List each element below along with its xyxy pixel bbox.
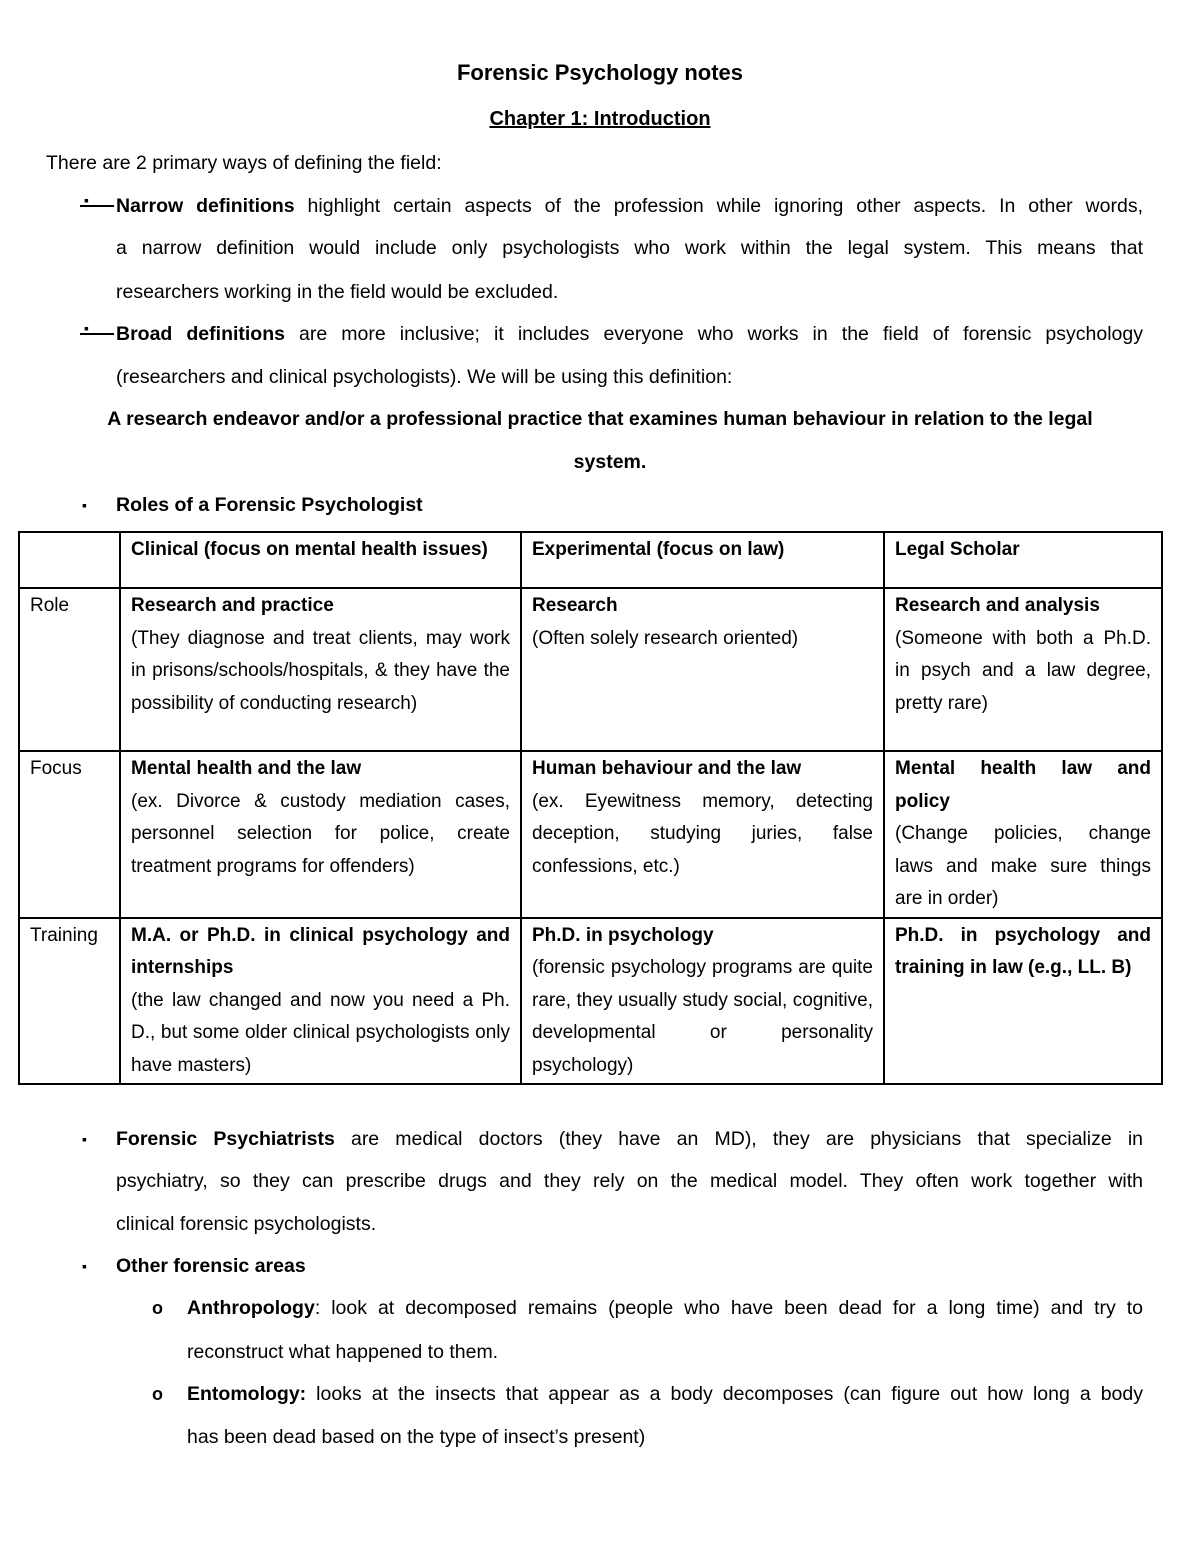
anthropology-line-1: Anthropology: look at decomposed remains (people who have been dead for a long time) and try to [187, 1297, 1143, 1319]
row-label-training: Training [19, 918, 120, 1085]
row-label-focus: Focus [19, 751, 120, 918]
intro-text: There are 2 primary ways of defining the field: [46, 152, 442, 174]
entomology-line-2: has been dead based on the type of insect’s present) [187, 1426, 646, 1448]
narrow-term: Narrow definitions [116, 195, 295, 217]
cell-focus-legal: Mental health law and policy (Change policies, change laws and make sure things are in order) [884, 751, 1162, 918]
header-clinical: Clinical (focus on mental health issues) [120, 532, 521, 588]
psychiatrists-line-1: Forensic Psychiatrists are medical doctors (they have an MD), they are physicians that specialize in [116, 1128, 1144, 1150]
table-header-row [19, 532, 1162, 588]
entomology-term: Entomology: [187, 1383, 307, 1405]
broad-line-1: Broad definitions are more inclusive; it includes everyone who works in the field of forensic psychology [116, 323, 1143, 345]
narrow-line-3: researchers working in the field would be excluded. [116, 281, 559, 303]
bullet-broad: ▪ [80, 321, 114, 335]
psychiatrists-term: Forensic Psychiatrists [116, 1128, 335, 1150]
entomology-line-1: Entomology: looks at the insects that appear as a body decomposes (can figure out how long a body [187, 1383, 1143, 1405]
psychiatrists-line-3: clinical forensic psychologists. [116, 1213, 377, 1235]
table-row-training [19, 918, 1162, 1085]
header-experimental: Experimental (focus on law) [521, 532, 884, 588]
table-row-role [19, 588, 1162, 751]
bullet-roles: ▪ [82, 497, 87, 513]
cell-role-experimental: Research (Often solely research oriented) [521, 588, 884, 751]
other-areas-heading: Other forensic areas [116, 1255, 306, 1277]
header-legal-scholar: Legal Scholar [884, 532, 1162, 588]
cell-training-experimental: Ph.D. in psychology (forensic psychology programs are quite rare, they usually study social, cognitive, developmental or personality psychology) [521, 918, 884, 1085]
cell-role-legal: Research and analysis (Someone with both a Ph.D. in psych and a law degree, pretty rare) [884, 588, 1162, 751]
broad-line-2: (researchers and clinical psychologists). We will be using this definition: [116, 366, 733, 388]
roles-heading: Roles of a Forensic Psychologist [116, 494, 423, 516]
table-row-focus [19, 751, 1162, 918]
definition-line-1: A research endeavor and/or a professional practice that examines human behaviour in relation to the legal [107, 408, 1093, 430]
document-title: Forensic Psychology notes [456, 60, 744, 85]
definition-line-2: system. [573, 451, 647, 473]
bullet-psychiatrists: ▪ [82, 1131, 87, 1147]
cell-focus-experimental: Human behaviour and the law (ex. Eyewitness memory, detecting deception, studying juries, false confessions, etc.) [521, 751, 884, 918]
bullet-other-areas: ▪ [82, 1258, 87, 1274]
cell-focus-clinical: Mental health and the law (ex. Divorce & custody mediation cases, personnel selection for police, create treatment programs for offenders) [120, 751, 521, 918]
anthropology-line-2: reconstruct what happened to them. [187, 1341, 499, 1363]
narrow-line-1: Narrow definitions highlight certain aspects of the profession while ignoring other aspects. In other words, [116, 195, 1143, 217]
sub-bullet-entomology: o [152, 1384, 163, 1404]
header-empty-cell [19, 532, 120, 588]
bullet-narrow: ▪ [80, 193, 114, 207]
narrow-line-2: a narrow definition would include only psychologists who work within the legal system. This means that [116, 237, 1143, 259]
broad-term: Broad definitions [116, 323, 285, 345]
cell-training-legal: Ph.D. in psychology and training in law (e.g., LL. B) [884, 918, 1162, 1085]
psychiatrists-line-2: psychiatry, so they can prescribe drugs and they rely on the medical model. They often work together with [116, 1170, 1143, 1192]
chapter-heading: Chapter 1: Introduction [489, 108, 711, 130]
cell-role-clinical: Research and practice (They diagnose and treat clients, may work in prisons/schools/hospitals, & they have the possibility of conducting research) [120, 588, 521, 751]
roles-table [18, 531, 1163, 1085]
cell-training-clinical: M.A. or Ph.D. in clinical psychology and internships (the law changed and now you need a Ph. D., but some older clinical psychologists only have masters) [120, 918, 521, 1085]
row-label-role: Role [19, 588, 120, 751]
anthropology-term: Anthropology [187, 1297, 315, 1319]
sub-bullet-anthropology: o [152, 1298, 163, 1318]
